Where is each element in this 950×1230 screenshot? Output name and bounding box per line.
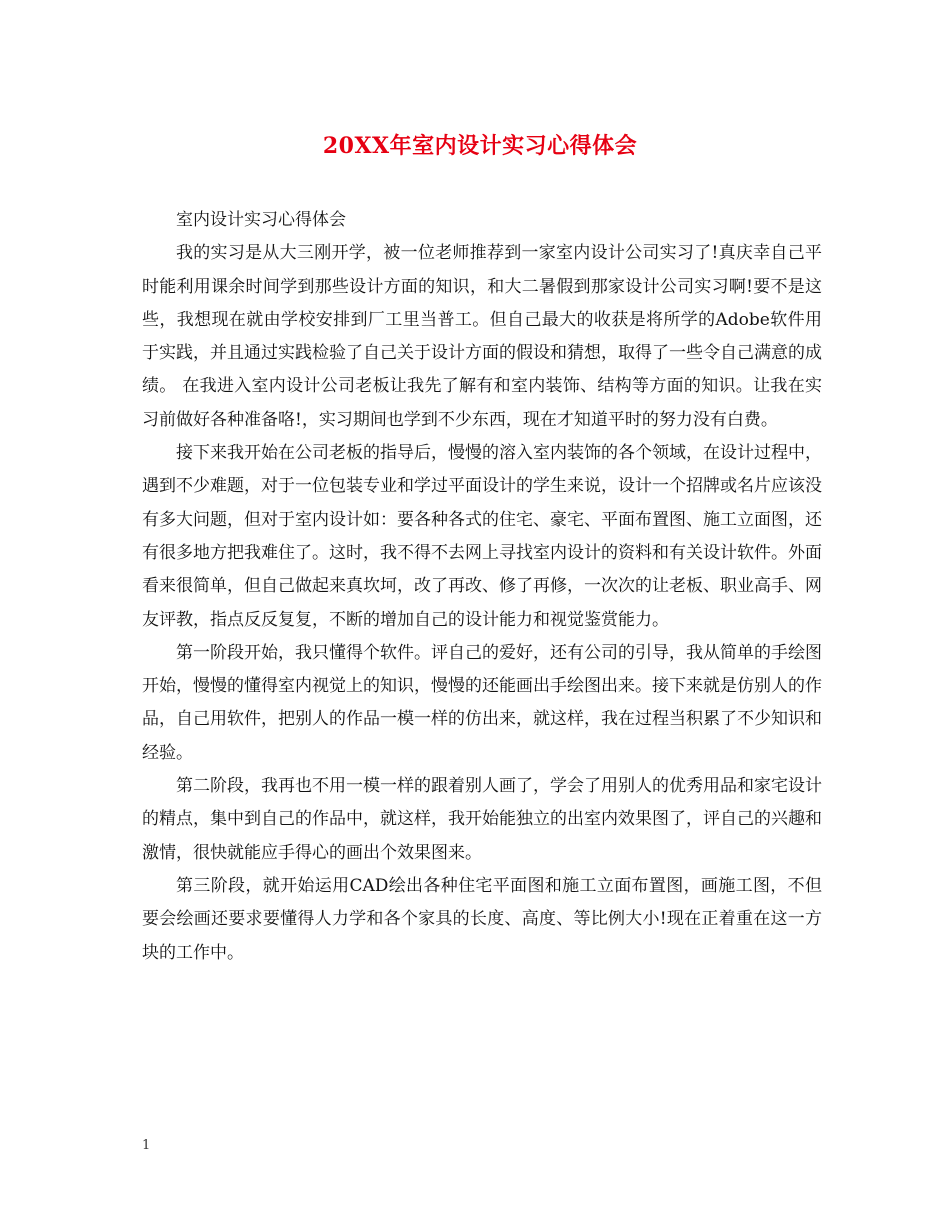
paragraph-subtitle: 室内设计实习心得体会 [176,210,346,230]
paragraph: 第三阶段，就开始运用CAD绘出各种住宅平面图和施工立面布置图，画施工图，不但要会绘画还要求要懂得人力学和各个家具的长度、高度、等比例大小!现在正着重在这一方块的工作中。 [142,875,822,963]
paragraph: 第一阶段开始，我只懂得个软件。评自己的爱好，还有公司的引导，我从简单的手绘图开始，慢慢的懂得室内视觉上的知识，慢慢的还能画出手绘图出来。接下来就是仿别人的作品，自己用软件，把别人的作品一模一样的仿出来，就这样，我在过程当积累了不少知识和经验。 [142,642,822,763]
paragraph: 我的实习是从大三刚开学，被一位老师推荐到一家室内设计公司实习了!真庆幸自己平时能利用课余时间学到那些设计方面的知识，和大二暑假到那家设计公司实习啊!要不是这些，我想现在就由学校安排到厂工里当普工。但自己最大的收获是将所学的Adobe软件用于实践，并且通过实践检验了自己关于设计方面的假设和猜想，取得了一些令自己满意的成绩。 在我进入室内设计公司老板让我先了解有和室内装饰、结构等方面的知识。让我在实习前做好各种准备咯!，实习期间也学到不少东西，现在才知道平时的努力没有白费。 [142,243,822,430]
document-title: 20XX年室内设计实习心得体会 [322,133,638,159]
document-body [142,204,822,970]
page-number: 1 [142,1138,151,1153]
paragraph: 第二阶段，我再也不用一模一样的跟着别人画了，学会了用别人的优秀用品和家宅设计的精点，集中到自己的作品中，就这样，我开始能独立的出室内效果图了，评自己的兴趣和激情，很快就能应手得心的画出个效果图来。 [142,776,822,863]
paragraph: 接下来我开始在公司老板的指导后，慢慢的溶入室内装饰的各个领域，在设计过程中，遇到不少难题，对于一位包装专业和学过平面设计的学生来说，设计一个招牌或名片应该没有多大问题，但对于室内设计如：要各种各式的住宅、豪宅、平面布置图、施工立面图，还有很多地方把我难住了。这时，我不得不去网上寻找室内设计的资料和有关设计软件。外面看来很简单，但自己做起来真坎坷，改了再改、修了再修，一次次的让老板、职业高手、网友评教，指点反反复复，不断的增加自己的设计能力和视觉鉴赏能力。 [142,443,822,630]
